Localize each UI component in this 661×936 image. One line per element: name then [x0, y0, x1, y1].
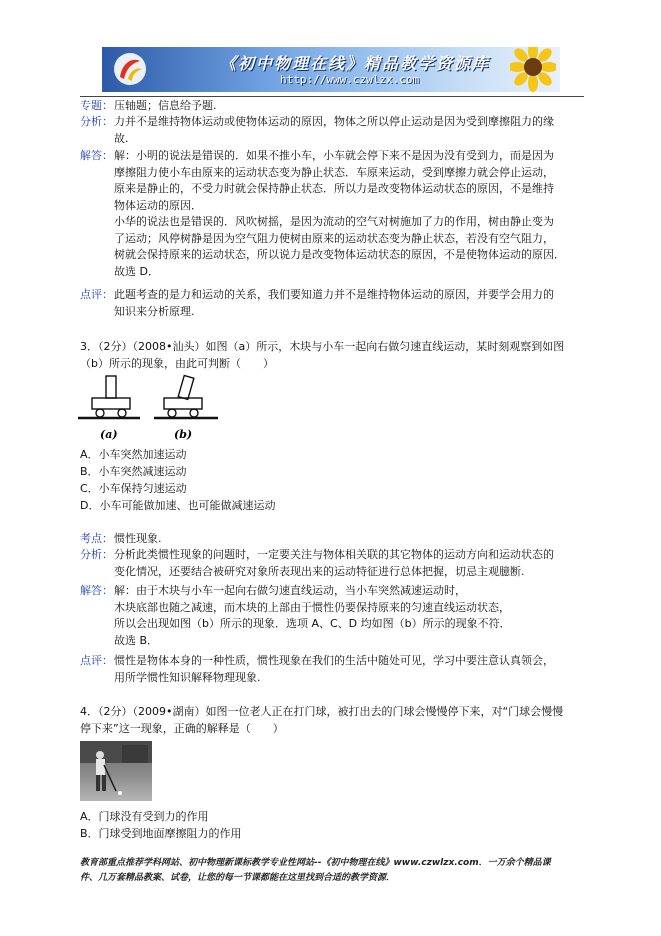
q2-dianping-text: [114, 287, 598, 320]
banner-url: http://www.czwlzx.com: [280, 73, 420, 86]
banner-title: 《初中物理在线》精品教学资源库: [220, 54, 491, 73]
q3-stem: [80, 339, 600, 372]
option-b[interactable]: B．门球受到地面摩擦阻力的作用: [80, 827, 242, 840]
text-line: 3．（2分）（2008•汕头）如图（a）所示，木块与小车一起向右做匀速直线运动，某时刻观察到如图: [80, 340, 565, 353]
page-footer: [80, 856, 596, 886]
q3-jieda-text: [114, 583, 598, 649]
text-line: 树就会保持原来的运动状态，所以说力是改变物体运动状态的原因，不是使物体运动的原因．: [114, 248, 565, 261]
cart-b-diagram: [154, 375, 218, 418]
option-d[interactable]: D．小车可能做加速、也可能做减速运动: [80, 499, 276, 512]
q3-options: [80, 446, 600, 514]
text-line: 4．（2分）（2009•湖南）如图一位老人正在打门球，被打出去的门球会慢慢停下来，对“门球会慢慢: [80, 705, 564, 718]
text-line: 分析此类惯性现象的问题时，一定要关注与物体相关联的其它物体的运动方向和运动状态的: [114, 548, 554, 561]
text-line: 用所学惯性知识解释物理现象.: [114, 670, 261, 684]
option-a[interactable]: A．小车突然加速运动: [80, 448, 187, 461]
q3-figure: [78, 372, 218, 444]
gateball-photo: [80, 741, 152, 801]
text-line: 停下来”这一现象，正确的解释是（ ）: [80, 721, 284, 735]
label-fenxi: 分析：: [80, 115, 113, 128]
text-line: 解：由于木块与小车一起向右做匀速直线运动，当小车突然减速运动时，: [114, 584, 466, 597]
text-line: 了运动；风停树静是因为空气阻力使树由原来的运动状态变为静止状态，若没有空气阻力，: [114, 231, 554, 245]
header-rule: [80, 96, 584, 97]
q3-fenxi: [80, 547, 600, 580]
label-jieda: 解答：: [80, 584, 113, 597]
text-line: 此题考查的是力和运动的关系，我们要知道力并不是维持物体运动的原因，并要学会用力的: [114, 288, 554, 301]
fig-a-label: (a): [100, 428, 118, 441]
text-line: 惯性是物体本身的一种性质，惯性现象在我们的生活中随处可见，学习中要注意认真领会，: [114, 654, 554, 667]
text-line: 所以会出现如图（b）所示的现象．选项 A、C、D 均如图（b）所示的现象不符．: [114, 617, 511, 630]
label-kaodian: 考点：: [80, 532, 113, 545]
text-line: 摩擦阻力使小车由原来的运动状态变为静止状态．车原来运动，受到摩擦力就会停止运动，: [114, 165, 554, 179]
footer-line: 件、几万套精品教案、试卷，让您的每一节课都能在这里找到合适的教学资源．: [80, 873, 396, 883]
text-line: 故选 D．: [114, 264, 159, 278]
q4-options: [80, 808, 600, 842]
q2-fenxi-text: [114, 114, 598, 147]
footer-line: 教育部重点推荐学科网站、初中物理新课标教学专业性网站--《初中物理在线》www.czwlzx.com．一万余个精品课: [80, 858, 551, 868]
q3-dianping-text: [114, 653, 598, 686]
text-line: 物体运动的原因．: [114, 198, 202, 212]
q3-kaodian-text: 惯性现象.: [114, 532, 162, 545]
text-line: 力并不是维持物体运动或使物体运动的原因，物体之所以停止运动是因为受到摩擦阻力的缘: [114, 115, 554, 128]
text-line: 木块底部也随之减速，而木块的上部由于惯性仍要保持原来的匀速直线运动状态，: [114, 600, 510, 614]
q4-stem: [80, 704, 600, 737]
q2-jieda: [80, 148, 600, 284]
text-line: （b）所示的现象，由此可判断（ ）: [80, 356, 274, 370]
q2-fenxi: [80, 114, 600, 147]
site-logo-icon: [112, 51, 148, 87]
q2-zhuanti-text: 压轴题；信息给予题.: [114, 99, 217, 112]
text-line: 变化情况，还要结合被研究对象所表现出来的运动特征进行总体把握，切忌主观臆断.: [114, 564, 525, 578]
header-banner: [102, 47, 560, 92]
label-dianping: 点评：: [80, 654, 113, 667]
sunflower-icon: [510, 47, 556, 92]
option-b[interactable]: B．小车突然减速运动: [80, 465, 187, 478]
q3-fenxi-text: [114, 547, 598, 580]
option-a[interactable]: A．门球没有受到力的作用: [80, 810, 209, 823]
fig-b-label: (b): [174, 428, 193, 441]
cart-a-diagram: [78, 376, 140, 418]
q3-jieda: [80, 583, 600, 651]
label-fenxi: 分析：: [80, 548, 113, 561]
text-line: 解：小明的说法是错误的．如果不推小车，小车就会停下来不是因为没有受到力，而是因为: [114, 149, 554, 162]
text-line: 原来是静止的，不受力时就会保持静止状态．所以力是改变物体运动状态的原因，不是维持: [114, 182, 554, 195]
option-c[interactable]: C．小车保持匀速运动: [80, 482, 187, 495]
q3-kaodian: [80, 531, 600, 548]
q2-zhuanti: [80, 98, 600, 115]
q2-jieda-text: [114, 148, 598, 280]
label-dianping: 点评：: [80, 288, 113, 301]
text-line: 故.: [114, 131, 129, 145]
q3-dianping: [80, 653, 600, 686]
text-line: 小华的说法也是错误的．风吹树摇，是因为流动的空气对树施加了力的作用，树由静止变为: [114, 215, 554, 228]
text-line: 知识来分析原理.: [114, 304, 195, 318]
q2-dianping: [80, 287, 600, 320]
text-line: 故选 B．: [114, 633, 159, 647]
label-zhuanti: 专题：: [80, 99, 113, 112]
label-jieda: 解答：: [80, 149, 113, 162]
